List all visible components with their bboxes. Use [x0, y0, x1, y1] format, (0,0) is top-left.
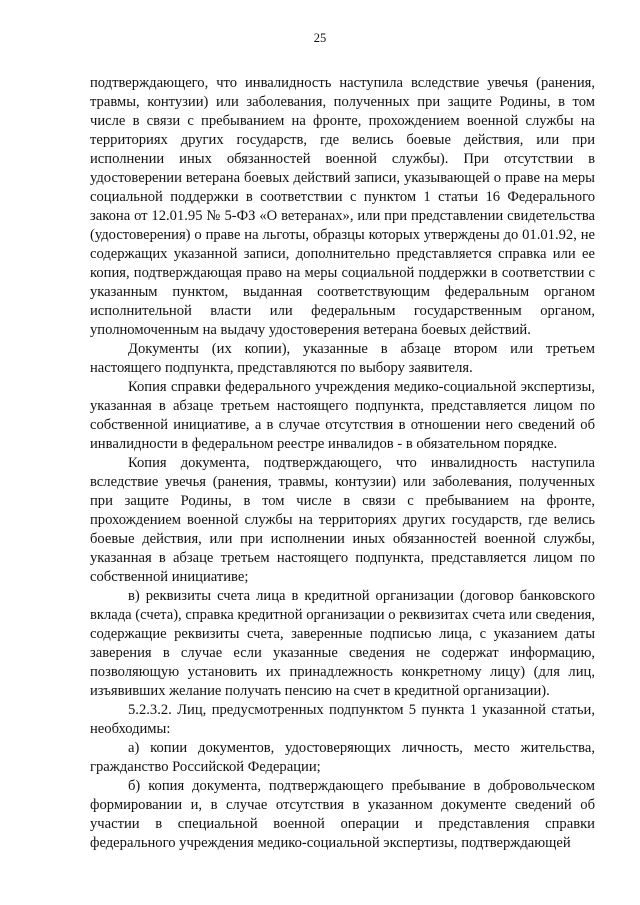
paragraph: Документы (их копии), указанные в абзаце втором или третьем настоящего подпункта, представляются по выбору заявителя.	[90, 341, 595, 376]
paragraph-item-b: б) копия документа, подтверждающего пребывание в добровольческом формировании и, в случае отсутствия в указанном документе сведений об участии в специальной военной операции и представления справки федерального учреждения медико-социальной экспертизы, подтверждающей	[90, 778, 595, 851]
paragraph: Копия документа, подтверждающего, что инвалидность наступила вследствие увечья (ранения, травмы, контузии) или заболевания, полученных при защите Родины, в том числе в связи с пребыванием на фронте, прохождением военной службы на территориях других государств, где велись боевые действия, или при исполнении иных обязанностей военной службы, указанная в абзаце третьем настоящего подпункта, представляется лицом по собственной инициативе;	[90, 455, 595, 585]
paragraph: Копия справки федерального учреждения медико-социальной экспертизы, указанная в абзаце третьем настоящего подпункта, представляется лицом по собственной инициативе, а в случае отсутствия в отношении него сведений об инвалидности в федеральном реестре инвалидов - в обязательном порядке.	[90, 379, 595, 452]
page-number: 25	[313, 31, 327, 45]
paragraph-section-5-2-3-2: 5.2.3.2. Лиц, предусмотренных подпунктом 5 пункта 1 указанной статьи, необходимы:	[90, 702, 595, 737]
paragraph-item-v: в) реквизиты счета лица в кредитной организации (договор банковского вклада (счета), справка кредитной организации о реквизитах счета или сведения, содержащие реквизиты счета, заверенные подписью лица, с указанием даты заверения в случае если указанные сведения не содержат информацию, позволяющую установить их принадлежность конкретному лицу) (для лиц, изъявивших желание получать пенсию на счет в кредитной организации).	[90, 588, 595, 699]
paragraph-item-a: а) копии документов, удостоверяющих личность, место жительства, гражданство Российской Федерации;	[90, 740, 595, 775]
paragraph-continuation: подтверждающего, что инвалидность наступила вследствие увечья (ранения, травмы, контузии) или заболевания, полученных при защите Родины, в том числе в связи с пребыванием на фронте, прохождением военной службы на территориях других государств, где велись боевые действия, или при исполнении иных обязанностей военной службы). При отсутствии в удостоверении ветерана боевых действий записи, указывающей о праве на меры социальной поддержки в соответствии с пунктом 1 статьи 16 Федерального закона от 12.01.95 № 5-ФЗ «О ветеранах», или при представлении свидетельства (удостоверения) о праве на льготы, образцы которых утверждены до 01.01.92, не содержащих указанной записи, дополнительно представляется справка или ее копия, подтверждающая право на меры социальной поддержки в соответствии с указанным пунктом, выданная соответствующим федеральным органом исполнительной власти или федеральным государственным органом, уполномоченным на выдачу удостоверения ветерана боевых действий.	[90, 75, 595, 338]
document-body	[90, 74, 595, 853]
